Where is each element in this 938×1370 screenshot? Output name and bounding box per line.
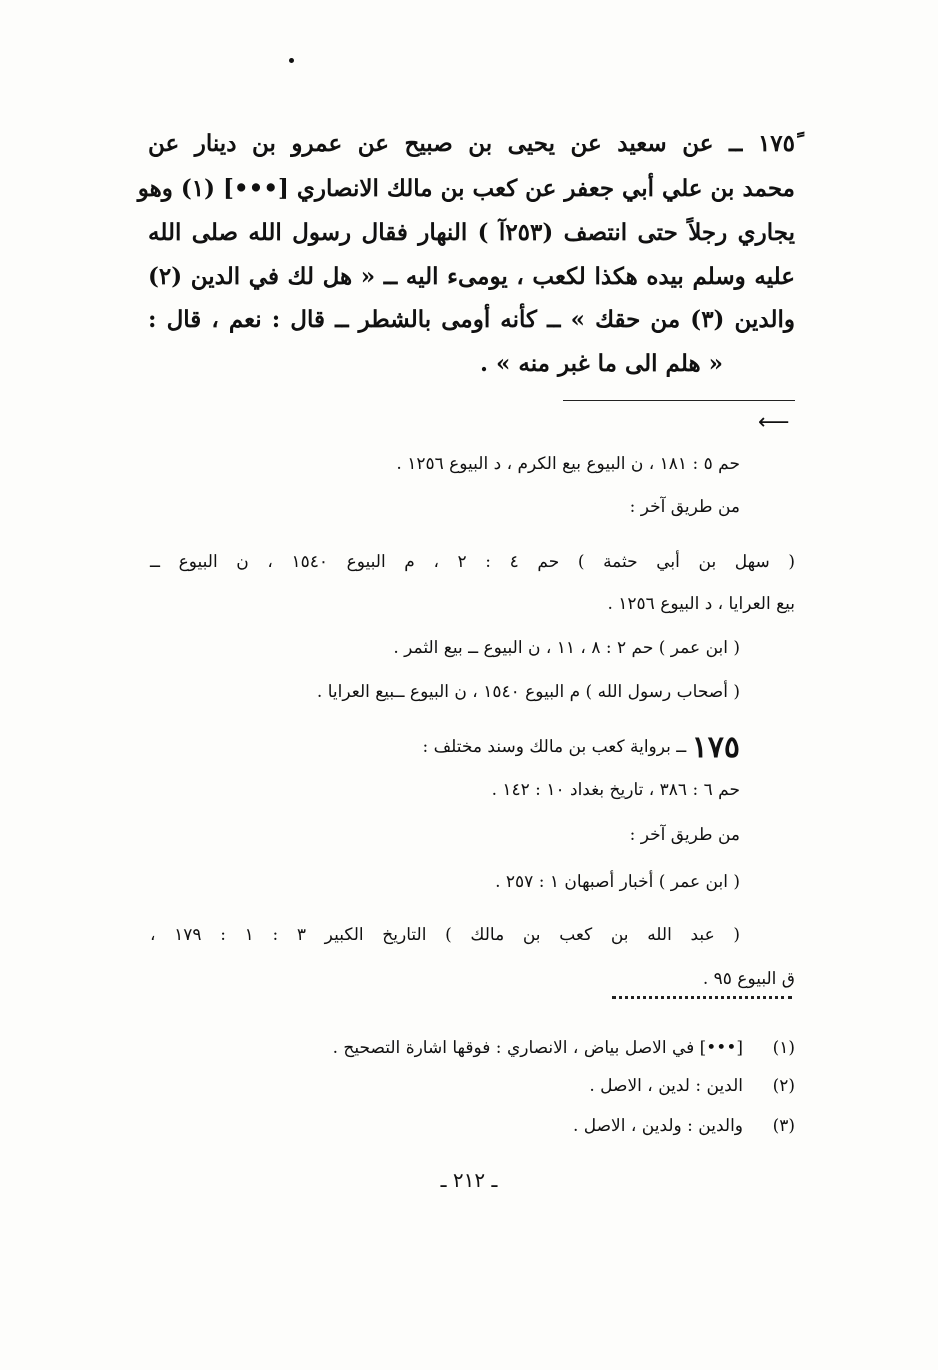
hadith-number: ١٧٥ bbox=[691, 730, 740, 765]
main-text-line-1: ١٧٥ً ــ عن سعيد عن يحيى بن صبيح عن عمرو بن دينار عن bbox=[148, 130, 795, 157]
main-text-line-6: « هلم الى ما غبر منه » . bbox=[479, 350, 723, 377]
footnote-number: (٢) bbox=[772, 1076, 795, 1096]
reference-line: من طريق آخر : bbox=[629, 497, 740, 517]
reference-line: ق البيوع ٩٥ . bbox=[702, 969, 795, 989]
footnote-number: (٣) bbox=[772, 1116, 795, 1136]
main-text-line-2: محمد بن علي أبي جعفر عن كعب بن مالك الانصاري [•••] (١) وهو bbox=[137, 175, 795, 202]
reference-heading-text: ــ برواية كعب بن مالك وسند مختلف : bbox=[422, 737, 687, 757]
reference-line: ( ابن عمر ) أخبار أصبهان ١ : ٢٥٧ . bbox=[495, 872, 740, 892]
footnote-text: [•••] في الاصل بياض ، الانصاري : فوقها اشارة التصحيح . bbox=[332, 1038, 743, 1058]
main-text-line-5: والدين (٣) من حقك » ــ كأنه أومى بالشطر ــ قال : نعم ، قال : bbox=[148, 306, 795, 333]
footnote-text: الدين : لدين ، الاصل . bbox=[589, 1076, 743, 1096]
reference-heading bbox=[422, 730, 740, 765]
reference-line: ( ابن عمر ) حم ٢ : ٨ ، ١١ ، ن البيوع ــ بيع الثمر . bbox=[393, 638, 740, 658]
reference-line: من طريق آخر : bbox=[629, 825, 740, 845]
footnote-text: والدين : ولدين ، الاصل . bbox=[572, 1116, 743, 1136]
reference-line: بيع العرايا ، د البيوع ١٢٥٦ . bbox=[607, 594, 795, 614]
footnote-number: (١) bbox=[772, 1038, 795, 1058]
reference-line: ( أصحاب رسول الله ) م البيوع ١٥٤٠ ، ن البيوع ــبيع العرايا . bbox=[316, 682, 740, 702]
reference-line: ( عبد الله بن كعب بن مالك ) التاريخ الكبير ٣ : ١ : ١٧٩ ، bbox=[150, 925, 741, 945]
reference-line: حم ٦ : ٣٨٦ ، تاريخ بغداد ١٠ : ١٤٢ . bbox=[491, 780, 740, 800]
reference-line: ( سهل بن أبي حثمة ) حم ٤ : ٢ ، م البيوع ١٥٤٠ ، ن البيوع ــ bbox=[150, 552, 795, 572]
page-number: ـ ٢١٢ ـ bbox=[440, 1168, 498, 1192]
main-text-line-4: عليه وسلم بيده هكذا لكعب ، يومىء اليه ــ « هل لك في الدين (٢) bbox=[148, 263, 795, 290]
reference-line: حم ٥ : ١٨١ ، ن البيوع بيع الكرم ، د البيوع ١٢٥٦ . bbox=[396, 454, 740, 474]
separator-rule bbox=[563, 400, 795, 401]
page-mark bbox=[289, 58, 294, 63]
main-text-line-3: يجاري رجلاً حتى انتصف (٢٥٣آ ) النهار فقال رسول الله صلى الله bbox=[148, 219, 796, 246]
dotted-separator bbox=[612, 996, 792, 999]
arrow-left-icon: ⟵ bbox=[758, 410, 790, 435]
